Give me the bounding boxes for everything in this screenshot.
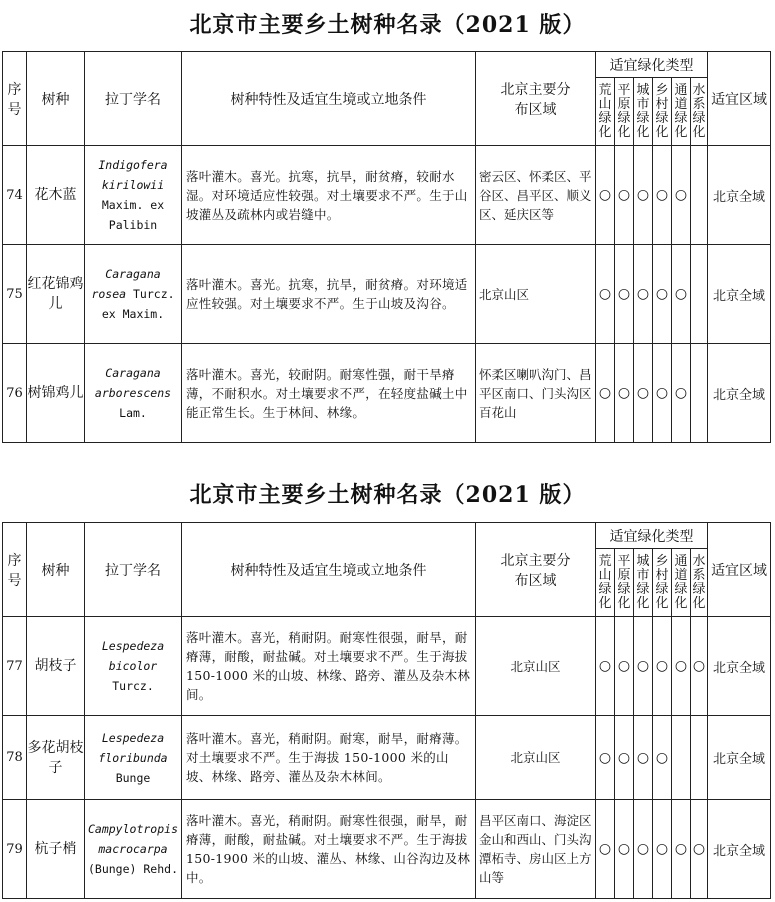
latin-genus-species: Campylotropis macrocarpa bbox=[87, 822, 178, 856]
latin-author: Lam. bbox=[119, 406, 147, 420]
mark-rural: ○ bbox=[653, 800, 672, 899]
mark-road: ○ bbox=[672, 617, 691, 716]
row-dist: 密云区、怀柔区、平谷区、昌平区、顺义区、延庆区等 bbox=[476, 146, 596, 245]
table-row bbox=[3, 146, 771, 245]
row-region: 北京全域 bbox=[708, 146, 771, 245]
header-type-urban: 城市绿化 bbox=[634, 549, 653, 617]
row-no: 79 bbox=[3, 800, 27, 899]
mark-barren: ○ bbox=[596, 716, 615, 800]
header-types-group-label: 适宜绿化类型 bbox=[609, 528, 694, 545]
page-title-second: 北京市主要乡土树种名录（2021 版） bbox=[189, 482, 586, 508]
header-type-rural: 乡村绿化 bbox=[653, 78, 672, 146]
header-type-plain: 平原绿化 bbox=[615, 78, 634, 146]
header-type-barren: 荒山绿化 bbox=[596, 78, 615, 146]
row-name: 红花锦鸡儿 bbox=[27, 245, 85, 344]
header-no-label: 序号 bbox=[7, 81, 22, 118]
row-latin bbox=[85, 800, 182, 899]
row-region: 北京全域 bbox=[708, 800, 771, 899]
row-name: 花木蓝 bbox=[27, 146, 85, 245]
mark-urban: ○ bbox=[634, 617, 653, 716]
row-no: 75 bbox=[3, 245, 27, 344]
mark-road-empty bbox=[672, 716, 691, 800]
mark-plain: ○ bbox=[615, 245, 634, 344]
row-latin bbox=[85, 245, 182, 344]
row-no: 74 bbox=[3, 146, 27, 245]
header-traits-label: 树种特性及适宜生境或立地条件 bbox=[230, 91, 427, 108]
mark-barren: ○ bbox=[596, 344, 615, 443]
table2-body bbox=[3, 617, 771, 899]
row-latin bbox=[85, 344, 182, 443]
header-dist bbox=[476, 523, 596, 617]
latin-genus-species: Indigofera kirilowii bbox=[98, 158, 168, 192]
header-type-plain: 平原绿化 bbox=[615, 549, 634, 617]
table-row bbox=[3, 344, 771, 443]
row-traits: 落叶灌木。喜光，稍耐阴。耐寒，耐旱，耐瘠薄。对土壤要求不严。生于海拔 150-1000 米的山坡、林缘、路旁、灌丛及杂木林间。 bbox=[182, 716, 476, 800]
header-no bbox=[3, 523, 27, 617]
mark-barren: ○ bbox=[596, 617, 615, 716]
row-traits: 落叶灌木。喜光，稍耐阴。耐寒性很强，耐旱，耐瘠薄，耐酸，耐盐碱。对土壤要求不严。生于海拔 150-1900 米的山坡、灌丛、林缘、山谷沟边及林中。 bbox=[182, 800, 476, 899]
mark-water-empty bbox=[691, 146, 708, 245]
row-name: 树锦鸡儿 bbox=[27, 344, 85, 443]
header-traits-label: 树种特性及适宜生境或立地条件 bbox=[230, 562, 427, 579]
row-traits: 落叶灌木。喜光。抗寒，抗旱，耐贫瘠，较耐水湿。对环境适应性较强。对土壤要求不严。生于山坡灌丛及疏林内或岩缝中。 bbox=[182, 146, 476, 245]
mark-urban: ○ bbox=[634, 344, 653, 443]
header-types-group bbox=[596, 52, 708, 78]
header-name bbox=[27, 52, 85, 146]
mark-plain: ○ bbox=[615, 146, 634, 245]
mark-plain: ○ bbox=[615, 800, 634, 899]
header-region bbox=[708, 52, 771, 146]
mark-barren: ○ bbox=[596, 146, 615, 245]
header-type-water: 水系绿化 bbox=[691, 78, 708, 146]
header-dist bbox=[476, 52, 596, 146]
row-dist: 怀柔区喇叭沟门、昌平区南口、门头沟区百花山 bbox=[476, 344, 596, 443]
mark-urban: ○ bbox=[634, 716, 653, 800]
row-traits: 落叶灌木。喜光，较耐阴。耐寒性强，耐干旱瘠薄，不耐积水。对土壤要求不严，在轻度盐碱土中能正常生长。生于林间、林缘。 bbox=[182, 344, 476, 443]
table-row bbox=[3, 617, 771, 716]
mark-water: ○ bbox=[691, 617, 708, 716]
mark-water-empty bbox=[691, 245, 708, 344]
row-region: 北京全域 bbox=[708, 617, 771, 716]
mark-plain: ○ bbox=[615, 617, 634, 716]
row-no: 76 bbox=[3, 344, 27, 443]
latin-genus-species: Lespedeza floribunda bbox=[98, 730, 168, 765]
mark-barren: ○ bbox=[596, 800, 615, 899]
row-dist: 北京山区 bbox=[476, 617, 596, 716]
row-region: 北京全域 bbox=[708, 344, 771, 443]
mark-rural: ○ bbox=[653, 716, 672, 800]
row-dist: 昌平区南口、海淀区金山和西山、门头沟潭柘寺、房山区上方山等 bbox=[476, 800, 596, 899]
mark-rural: ○ bbox=[653, 344, 672, 443]
table-row bbox=[3, 716, 771, 800]
table-row bbox=[3, 245, 771, 344]
header-types-group-label: 适宜绿化类型 bbox=[609, 57, 694, 74]
row-dist: 北京山区 bbox=[476, 245, 596, 344]
latin-author: Turcz. ex Maxim. bbox=[101, 287, 175, 321]
header-region bbox=[708, 523, 771, 617]
row-traits: 落叶灌木。喜光，稍耐阴。耐寒性很强，耐旱，耐瘠薄，耐酸，耐盐碱。对土壤要求不严。生于海拔 150-1000 米的山坡、林缘、路旁、灌丛及杂木林间。 bbox=[182, 617, 476, 716]
page-title: 北京市主要乡土树种名录（2021 版） bbox=[189, 12, 586, 38]
header-type-urban: 城市绿化 bbox=[634, 78, 653, 146]
table-row bbox=[3, 800, 771, 899]
row-region: 北京全域 bbox=[708, 245, 771, 344]
tree-species-table bbox=[2, 51, 771, 443]
header-type-road: 通道绿化 bbox=[672, 78, 691, 146]
header-latin bbox=[85, 52, 182, 146]
row-no: 78 bbox=[3, 716, 27, 800]
row-name: 多花胡枝子 bbox=[27, 716, 85, 800]
row-name: 胡枝子 bbox=[27, 617, 85, 716]
mark-urban: ○ bbox=[634, 245, 653, 344]
row-region: 北京全域 bbox=[708, 716, 771, 800]
latin-author: (Bunge) Rehd. bbox=[87, 862, 178, 876]
header-dist-label: 北京主要分布区域 bbox=[500, 552, 571, 589]
header-no-label: 序号 bbox=[7, 552, 22, 589]
row-latin bbox=[85, 146, 182, 245]
row-traits: 落叶灌木。喜光。抗寒，抗旱，耐贫瘠。对环境适应性较强。对土壤要求不严。生于山坡及沟谷。 bbox=[182, 245, 476, 344]
mark-barren: ○ bbox=[596, 245, 615, 344]
row-latin bbox=[85, 617, 182, 716]
mark-road: ○ bbox=[672, 245, 691, 344]
header-type-barren: 荒山绿化 bbox=[596, 549, 615, 617]
mark-water: ○ bbox=[691, 800, 708, 899]
latin-author: Turcz. bbox=[112, 679, 154, 693]
mark-road: ○ bbox=[672, 800, 691, 899]
table1-body bbox=[3, 146, 771, 443]
header-type-water: 水系绿化 bbox=[691, 549, 708, 617]
header-latin-label: 拉丁学名 bbox=[105, 562, 161, 579]
mark-water-empty bbox=[691, 716, 708, 800]
header-latin bbox=[85, 523, 182, 617]
mark-road: ○ bbox=[672, 146, 691, 245]
mark-water-empty bbox=[691, 344, 708, 443]
header-latin-label: 拉丁学名 bbox=[105, 91, 161, 108]
tree-species-table-second bbox=[2, 522, 771, 899]
row-dist: 北京山区 bbox=[476, 716, 596, 800]
row-no: 77 bbox=[3, 617, 27, 716]
header-traits bbox=[182, 52, 476, 146]
header-type-rural: 乡村绿化 bbox=[653, 549, 672, 617]
header-type-road: 通道绿化 bbox=[672, 549, 691, 617]
mark-rural: ○ bbox=[653, 617, 672, 716]
header-dist-label: 北京主要分布区域 bbox=[500, 81, 571, 118]
mark-plain: ○ bbox=[615, 716, 634, 800]
latin-genus-species: Lespedeza bicolor bbox=[101, 639, 165, 673]
mark-plain: ○ bbox=[615, 344, 634, 443]
header-name-label: 树种 bbox=[41, 91, 70, 108]
header-types-group bbox=[596, 523, 708, 549]
header-no bbox=[3, 52, 27, 146]
mark-rural: ○ bbox=[653, 245, 672, 344]
row-name: 杭子梢 bbox=[27, 800, 85, 899]
header-name bbox=[27, 523, 85, 617]
latin-author: Maxim. ex Palibin bbox=[101, 198, 165, 232]
header-name-label: 树种 bbox=[41, 562, 70, 579]
header-region-label: 适宜区域 bbox=[711, 562, 768, 579]
latin-genus-species: Caragana arborescens bbox=[94, 366, 172, 400]
row-latin bbox=[85, 716, 182, 800]
mark-rural: ○ bbox=[653, 146, 672, 245]
header-traits bbox=[182, 523, 476, 617]
header-region-label: 适宜区域 bbox=[711, 91, 768, 108]
mark-urban: ○ bbox=[634, 800, 653, 899]
mark-urban: ○ bbox=[634, 146, 653, 245]
latin-author: Bunge bbox=[115, 770, 151, 785]
mark-road: ○ bbox=[672, 344, 691, 443]
latin-genus-species: Caragana rosea bbox=[91, 267, 161, 301]
